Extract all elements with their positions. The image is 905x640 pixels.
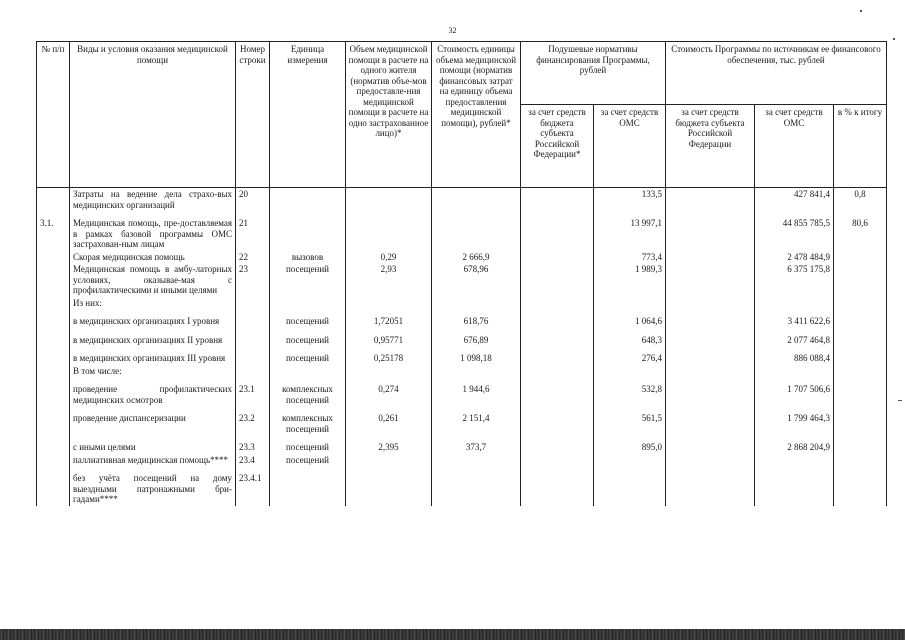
cell-num (37, 454, 70, 467)
cell-unit (270, 211, 346, 251)
cell-volume (346, 297, 432, 310)
cell-num (37, 251, 70, 264)
header-row-number: Номер строки (236, 42, 270, 188)
cell-prog-budget (666, 365, 755, 378)
cell-pc-oms: 13 997,1 (594, 211, 666, 251)
cell-row-number: 23.1 (236, 377, 270, 406)
cell-pct (834, 263, 887, 297)
header-program-pct: в % к итогу (834, 105, 887, 188)
cell-pc-budget (521, 251, 594, 264)
cell-pc-oms (594, 297, 666, 310)
header-program-cost: Стоимость Программы по источникам ее финансового обеспечения, тыс. рублей (666, 42, 887, 105)
cell-prog-budget (666, 297, 755, 310)
cell-unit-cost (432, 188, 521, 212)
cell-volume: 2,395 (346, 435, 432, 454)
cell-pct (834, 377, 887, 406)
cell-pc-oms (594, 454, 666, 467)
table-row (37, 365, 887, 378)
cell-pc-budget (521, 466, 594, 506)
cell-row-number (236, 328, 270, 347)
cell-name: Медицинская помощь в амбу-латорных условиях, оказывае-мая с профилактическими и иными целями (70, 263, 236, 297)
cell-num (37, 377, 70, 406)
cell-volume: 0,261 (346, 406, 432, 435)
table-row (37, 251, 887, 264)
cell-unit-cost: 678,96 (432, 263, 521, 297)
cell-pc-oms: 133,5 (594, 188, 666, 212)
cell-prog-budget (666, 406, 755, 435)
cell-num (37, 188, 70, 212)
cell-num (37, 466, 70, 506)
cell-row-number: 20 (236, 188, 270, 212)
cell-name: проведение диспансеризации (70, 406, 236, 435)
cell-pc-budget (521, 365, 594, 378)
cell-volume: 0,29 (346, 251, 432, 264)
cell-row-number (236, 365, 270, 378)
cell-row-number: 23.2 (236, 406, 270, 435)
cell-pct (834, 346, 887, 365)
cell-pct: 80,6 (834, 211, 887, 251)
cell-num: 3.1. (37, 211, 70, 251)
cell-unit: вызовов (270, 251, 346, 264)
header-kinds: Виды и условия оказания медицинской помощи (70, 42, 236, 188)
cell-prog-budget (666, 346, 755, 365)
cell-pct (834, 466, 887, 506)
cell-pct (834, 297, 887, 310)
table-row (37, 188, 887, 212)
cell-row-number (236, 297, 270, 310)
cell-row-number: 22 (236, 251, 270, 264)
cell-prog-oms: 2 478 484,9 (755, 251, 834, 264)
cell-name: с иными целями (70, 435, 236, 454)
cell-unit (270, 297, 346, 310)
cell-unit-cost: 373,7 (432, 435, 521, 454)
cell-pc-budget (521, 406, 594, 435)
cell-unit: посещений (270, 263, 346, 297)
cell-unit: посещений (270, 328, 346, 347)
cell-prog-oms (755, 454, 834, 467)
cell-pct (834, 251, 887, 264)
cell-prog-budget (666, 328, 755, 347)
cell-pc-oms (594, 365, 666, 378)
cell-volume: 0,274 (346, 377, 432, 406)
table-row (37, 406, 887, 435)
cell-pc-budget (521, 454, 594, 467)
cell-unit-cost: 1 944,6 (432, 377, 521, 406)
cell-pct (834, 406, 887, 435)
scan-speck (860, 10, 862, 12)
cell-pc-oms: 648,3 (594, 328, 666, 347)
cell-num (37, 297, 70, 310)
cell-volume (346, 466, 432, 506)
cell-pc-budget (521, 211, 594, 251)
cell-pc-budget (521, 297, 594, 310)
cell-unit-cost (432, 454, 521, 467)
cell-name: В том числе: (70, 365, 236, 378)
cell-row-number (236, 309, 270, 328)
cell-prog-oms: 886 088,4 (755, 346, 834, 365)
header-unit: Единица измерения (270, 42, 346, 188)
cell-unit: посещений (270, 346, 346, 365)
header-per-capita-oms: за счет средств ОМС (594, 105, 666, 188)
cell-name: в медицинских организациях I уровня (70, 309, 236, 328)
cell-unit-cost: 618,76 (432, 309, 521, 328)
cell-pc-budget (521, 309, 594, 328)
cell-pc-budget (521, 263, 594, 297)
cell-pc-oms: 895,0 (594, 435, 666, 454)
cell-pc-budget (521, 377, 594, 406)
page-number: 32 (448, 26, 457, 35)
cell-prog-budget (666, 377, 755, 406)
cell-pc-budget (521, 435, 594, 454)
cell-prog-oms: 2 868 204,9 (755, 435, 834, 454)
table-row (37, 328, 887, 347)
cell-unit-cost: 2 666,9 (432, 251, 521, 264)
cell-volume: 2,93 (346, 263, 432, 297)
cell-name: паллиативная медицинская помощь**** (70, 454, 236, 467)
cell-prog-budget (666, 435, 755, 454)
header-program-budget: за счет средств бюджета субъекта Российской Федерации (666, 105, 755, 188)
cell-name: в медицинских организациях II уровня (70, 328, 236, 347)
cell-num (37, 263, 70, 297)
cell-pc-oms: 532,8 (594, 377, 666, 406)
cell-row-number: 23.3 (236, 435, 270, 454)
cell-unit-cost (432, 211, 521, 251)
cell-pc-oms (594, 466, 666, 506)
cell-pct (834, 435, 887, 454)
cell-prog-budget (666, 211, 755, 251)
cell-name: Медицинская помощь, пре-доставляемая в рамках базовой программы ОМС застрахован-ным лицам (70, 211, 236, 251)
table-row (37, 466, 887, 506)
cell-name: Из них: (70, 297, 236, 310)
cell-prog-oms (755, 466, 834, 506)
cell-name: проведение профилактических медицинских осмотров (70, 377, 236, 406)
cell-unit (270, 365, 346, 378)
cell-prog-oms: 3 411 622,6 (755, 309, 834, 328)
cell-row-number: 23 (236, 263, 270, 297)
cell-row-number: 21 (236, 211, 270, 251)
cell-volume (346, 365, 432, 378)
header-program-oms: за счет средств ОМС (755, 105, 834, 188)
table-row (37, 297, 887, 310)
cell-unit (270, 188, 346, 212)
cell-num (37, 435, 70, 454)
cell-name: без учёта посещений на дому выездными патронажными бри-гадами**** (70, 466, 236, 506)
cell-pct: 0,8 (834, 188, 887, 212)
cell-name: в медицинских организациях III уровня (70, 346, 236, 365)
cell-volume: 0,95771 (346, 328, 432, 347)
cell-prog-oms: 1 799 464,3 (755, 406, 834, 435)
cell-volume (346, 188, 432, 212)
table-row (37, 309, 887, 328)
cell-prog-budget (666, 454, 755, 467)
cell-prog-oms: 427 841,4 (755, 188, 834, 212)
table-row (37, 263, 887, 297)
header-unit-cost: Стоимость единицы объема медицинской помощи (норматив финансовых затрат на единицу объема предоставления медицинской помощи), рублей* (432, 42, 521, 188)
cell-num (37, 365, 70, 378)
table-row (37, 377, 887, 406)
cell-prog-budget (666, 263, 755, 297)
cell-pct (834, 328, 887, 347)
header-volume: Объем медицинской помощи в расчете на одного жителя (норматив объе-мов предоставле-ния медицинской помощи в расчете на одно застрахованное лицо)* (346, 42, 432, 188)
cell-name: Затраты на ведение дела страхо-вых медицинских организаций (70, 188, 236, 212)
cell-prog-budget (666, 309, 755, 328)
cell-pc-budget (521, 346, 594, 365)
cell-unit: посещений (270, 309, 346, 328)
scan-speck (893, 38, 895, 40)
cell-pc-oms: 1 989,3 (594, 263, 666, 297)
table-body (37, 188, 887, 506)
cell-num (37, 328, 70, 347)
cell-prog-oms: 2 077 464,8 (755, 328, 834, 347)
cell-row-number: 23.4.1 (236, 466, 270, 506)
header-per-capita-budget: за счет средств бюджета субъекта Российской Федерации* (521, 105, 594, 188)
cell-prog-budget (666, 466, 755, 506)
cell-pct (834, 454, 887, 467)
cell-unit-cost (432, 466, 521, 506)
cell-num (37, 346, 70, 365)
cell-pc-oms: 1 064,6 (594, 309, 666, 328)
header-num: № п/п (37, 42, 70, 188)
cell-pc-oms: 276,4 (594, 346, 666, 365)
cell-row-number: 23.4 (236, 454, 270, 467)
cell-prog-budget (666, 188, 755, 212)
cell-unit: комплексных посещений (270, 406, 346, 435)
cell-pc-budget (521, 328, 594, 347)
table-row (37, 435, 887, 454)
cell-prog-oms: 6 375 175,8 (755, 263, 834, 297)
cell-unit-cost: 1 098,18 (432, 346, 521, 365)
cell-unit (270, 466, 346, 506)
cell-pc-oms: 773,4 (594, 251, 666, 264)
cell-unit: посещений (270, 435, 346, 454)
cell-unit-cost (432, 365, 521, 378)
cell-prog-oms (755, 297, 834, 310)
cell-volume: 0,25178 (346, 346, 432, 365)
cell-unit: посещений (270, 454, 346, 467)
cell-unit-cost: 2 151,4 (432, 406, 521, 435)
cell-volume (346, 454, 432, 467)
table-row (37, 454, 887, 467)
cell-pc-budget (521, 188, 594, 212)
cell-num (37, 406, 70, 435)
cell-volume (346, 211, 432, 251)
cell-pc-oms: 561,5 (594, 406, 666, 435)
cell-pct (834, 309, 887, 328)
cell-name: Скорая медицинская помощь (70, 251, 236, 264)
cell-unit-cost: 676,89 (432, 328, 521, 347)
cell-unit-cost (432, 297, 521, 310)
cell-prog-oms: 1 707 506,6 (755, 377, 834, 406)
table-header (37, 42, 887, 188)
cell-pct (834, 365, 887, 378)
table-row (37, 211, 887, 251)
cell-num (37, 309, 70, 328)
program-cost-table (36, 41, 887, 506)
cell-unit: комплексных посещений (270, 377, 346, 406)
scan-speck (898, 400, 902, 401)
cell-row-number (236, 346, 270, 365)
header-per-capita: Подушевые нормативы финансирования Программы, рублей (521, 42, 666, 105)
cell-prog-oms: 44 855 785,5 (755, 211, 834, 251)
table-row (37, 346, 887, 365)
cell-prog-oms (755, 365, 834, 378)
cell-prog-budget (666, 251, 755, 264)
cell-volume: 1,72051 (346, 309, 432, 328)
scan-bottom-edge (0, 629, 905, 640)
